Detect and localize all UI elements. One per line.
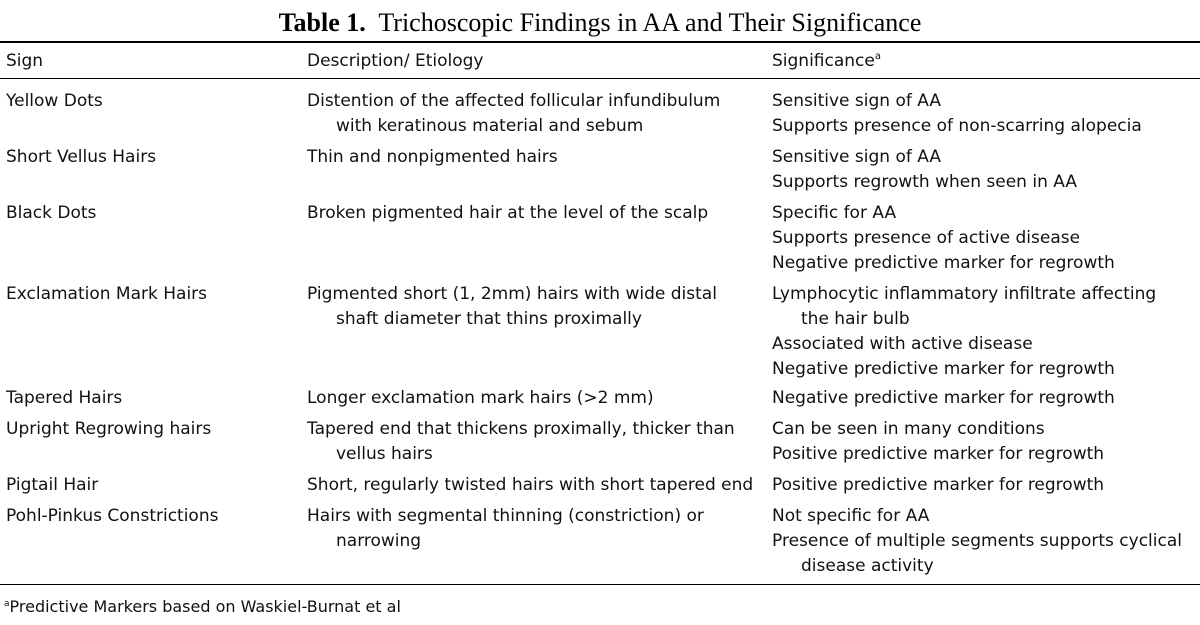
sign-cell: Pigtail Hair xyxy=(6,475,99,495)
significance-cell xyxy=(772,504,1197,579)
significance-cell xyxy=(772,386,1197,411)
description-cell xyxy=(307,201,762,226)
table-footnote xyxy=(4,596,401,618)
description-line: shaft diameter that thins proximally xyxy=(336,309,642,329)
significance-cell xyxy=(772,417,1197,467)
significance-line: Specific for AA xyxy=(772,203,897,223)
description-cell xyxy=(307,386,762,411)
sign-cell: Black Dots xyxy=(6,203,97,223)
description-line: Short, regularly twisted hairs with short tapered end xyxy=(307,475,754,495)
table-title xyxy=(0,8,1200,38)
significance-line: Not specific for AA xyxy=(772,506,930,526)
description-line: vellus hairs xyxy=(336,444,433,464)
significance-line: Supports presence of non-scarring alopecia xyxy=(772,116,1142,136)
description-cell xyxy=(307,504,762,554)
significance-line: Negative predictive marker for regrowth xyxy=(772,388,1115,408)
significance-line: Supports presence of active disease xyxy=(772,228,1081,248)
header-rule xyxy=(0,78,1200,79)
table-title-text: Trichoscopic Findings in AA and Their Significance xyxy=(378,8,922,37)
table-label: Table 1. xyxy=(278,8,366,37)
column-header-significance-text: Significance xyxy=(772,51,875,71)
description-line: Hairs with segmental thinning (constriction) or xyxy=(307,506,704,526)
description-cell xyxy=(307,145,762,170)
significance-line: Negative predictive marker for regrowth xyxy=(772,253,1115,273)
significance-line: Lymphocytic inflammatory infiltrate affecting xyxy=(772,284,1157,304)
significance-line: Can be seen in many conditions xyxy=(772,419,1045,439)
significance-cell xyxy=(772,282,1197,382)
significance-line: Sensitive sign of AA xyxy=(772,147,941,167)
description-cell xyxy=(307,473,762,498)
significance-line: Presence of multiple segments supports cyclical xyxy=(772,531,1182,551)
sign-cell: Upright Regrowing hairs xyxy=(6,419,212,439)
sign-cell: Pohl-Pinkus Constrictions xyxy=(6,506,219,526)
significance-line: Sensitive sign of AA xyxy=(772,91,941,111)
significance-cell xyxy=(772,201,1197,276)
significance-line: Positive predictive marker for regrowth xyxy=(772,475,1105,495)
description-line: Tapered end that thickens proximally, thicker than xyxy=(307,419,735,439)
sign-cell: Short Vellus Hairs xyxy=(6,147,157,167)
significance-cell xyxy=(772,145,1197,195)
column-header-significance xyxy=(772,49,1197,74)
description-line: Longer exclamation mark hairs (>2 mm) xyxy=(307,388,654,408)
description-line: narrowing xyxy=(336,531,422,551)
description-cell xyxy=(307,417,762,467)
description-line: with keratinous material and sebum xyxy=(336,116,644,136)
significance-line: disease activity xyxy=(801,556,934,576)
description-line: Thin and nonpigmented hairs xyxy=(307,147,558,167)
bottom-rule xyxy=(0,584,1200,585)
sign-cell: Exclamation Mark Hairs xyxy=(6,284,208,304)
top-rule xyxy=(0,41,1200,43)
significance-line: Supports regrowth when seen in AA xyxy=(772,172,1077,192)
description-cell xyxy=(307,282,762,332)
footnote-text: Predictive Markers based on Waskiel-Burnat et al xyxy=(9,597,401,616)
significance-cell xyxy=(772,89,1197,139)
description-line: Distention of the affected follicular infundibulum xyxy=(307,91,721,111)
sign-cell: Yellow Dots xyxy=(6,91,103,111)
significance-line: Negative predictive marker for regrowth xyxy=(772,359,1115,379)
significance-line: the hair bulb xyxy=(801,309,910,329)
significance-line: Positive predictive marker for regrowth xyxy=(772,444,1105,464)
sign-cell: Tapered Hairs xyxy=(6,388,123,408)
description-cell xyxy=(307,89,762,139)
significance-line: Associated with active disease xyxy=(772,334,1033,354)
column-header-sign: Sign xyxy=(6,51,44,71)
footnote-marker: a xyxy=(874,51,881,62)
description-line: Broken pigmented hair at the level of the scalp xyxy=(307,203,709,223)
significance-cell xyxy=(772,473,1197,498)
description-line: Pigmented short (1, 2mm) hairs with wide distal xyxy=(307,284,717,304)
column-header-description: Description/ Etiology xyxy=(307,51,484,71)
footnote-marker: a xyxy=(4,599,10,609)
